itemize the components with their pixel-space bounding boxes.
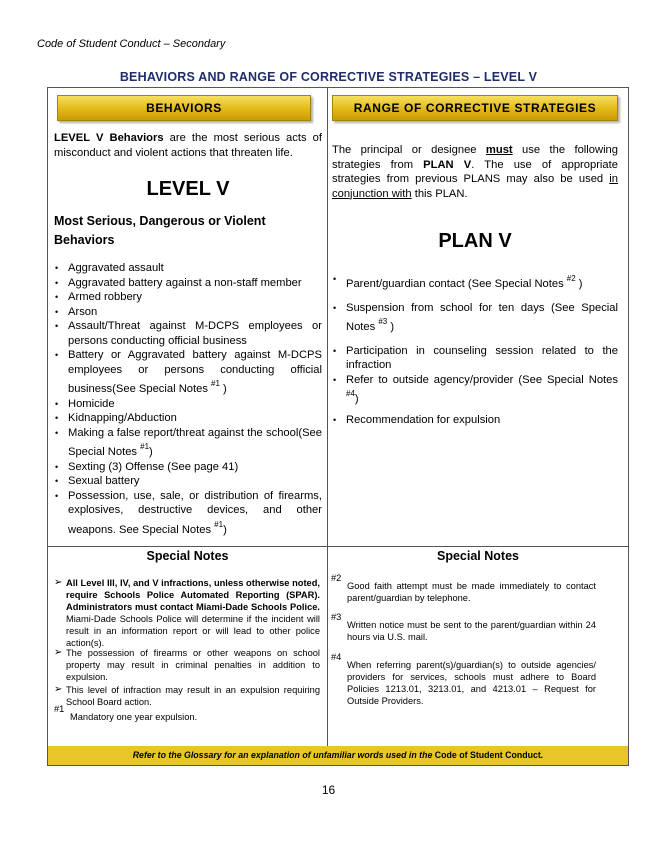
special-note <box>331 572 596 604</box>
special-note <box>54 647 320 683</box>
level-intro-bold: LEVEL V Behaviors <box>54 132 164 144</box>
list-item-text: Participation in counseling session related to the infraction <box>346 344 618 371</box>
list-item-text: Aggravated battery against a non-staff member <box>68 276 302 289</box>
row-divider <box>47 546 629 547</box>
level-intro <box>54 131 322 160</box>
special-note <box>331 611 596 643</box>
list-item-text: Sexting (3) Offense (See page 41) <box>68 460 239 473</box>
footnote-ref: #2 <box>566 274 576 283</box>
list-item-closing: ) <box>149 446 153 458</box>
plan-intro-in-conjunction: in conjunction with <box>332 173 618 200</box>
arrow-bullet-icon: ➢ <box>54 577 63 588</box>
list-item <box>332 301 618 335</box>
list-item <box>54 397 322 412</box>
note-text: Good faith attempt must be made immediately to contact parent/guardian by telephone. <box>347 581 596 603</box>
list-item-text: Battery or Aggravated battery against M-DCPS employees or persons conducting official business(See Special Notes <box>68 349 322 395</box>
strategies-header: RANGE OF CORRECTIVE STRATEGIES <box>332 95 618 121</box>
list-item <box>54 261 322 276</box>
plan-intro <box>332 143 618 201</box>
plan-intro-part1: The principal or designee <box>332 144 486 156</box>
note-marker: #1 <box>54 704 65 714</box>
running-header: Code of Student Conduct – Secondary <box>37 38 226 50</box>
list-item <box>54 426 322 460</box>
note-text: Mandatory one year expulsion. <box>70 712 198 722</box>
list-item-text: Making a false report/threat against the school(See Special Notes <box>68 426 322 458</box>
list-item <box>54 489 322 538</box>
plan-intro-part3: . The use of appropriate strategies from previous PLANS may also be used <box>332 158 618 185</box>
note-marker: #3 <box>331 612 342 622</box>
plan-intro-part2: use the following strategies from <box>332 144 618 171</box>
special-note <box>54 577 320 649</box>
list-item <box>332 413 618 428</box>
note-text: This level of infraction may result in an expulsion requiring School Board action. <box>66 685 320 707</box>
plan-intro-must: must <box>485 144 513 156</box>
list-item <box>54 460 322 475</box>
list-item-closing: ) <box>387 321 395 333</box>
footnote-ref: #1 <box>211 379 220 388</box>
behaviors-header: BEHAVIORS <box>57 95 311 121</box>
list-item-text: Armed robbery <box>68 291 142 303</box>
list-item-text: Parent/guardian contact (See Special Notes <box>346 278 567 290</box>
list-item-text: Recommendation for expulsion <box>346 413 501 426</box>
list-item-closing: ) <box>219 383 227 395</box>
footer-text: Refer to the Glossary for an explanation of unfamiliar words used in the <box>132 750 435 760</box>
list-item <box>54 290 322 305</box>
footnote-ref: #1 <box>214 519 224 529</box>
footnote-ref: #3 <box>378 317 388 326</box>
list-item-text: Possession, use, sale, or distribution of firearms, explosives, destructive devices, and other weapons. See Special Notes <box>68 489 322 536</box>
page-title: BEHAVIORS AND RANGE OF CORRECTIVE STRATEGIES – LEVEL V <box>119 70 538 84</box>
list-item-text: Kidnapping/Abduction <box>68 412 177 424</box>
list-item-text: Aggravated assault <box>68 262 164 274</box>
note-text: Written notice must be sent to the parent/guardian within 24 hours via U.S. mail. <box>347 620 596 642</box>
list-item-text: Suspension from school for ten days (See Special Notes <box>346 301 618 333</box>
note-text: When referring parent(s)/guardian(s) to outside agencies/ providers for services, schools must adhere to Board Policies 1213.01, 3213.01, and 4213.01 – Request for Outside Providers. <box>347 660 596 706</box>
list-item-text: Arson <box>68 305 98 318</box>
special-notes-title-right: Special Notes <box>437 549 519 563</box>
footnote-ref: #4 <box>346 389 355 398</box>
glossary-footer <box>48 746 628 765</box>
list-item-text: Sexual battery <box>68 475 140 487</box>
list-item <box>54 411 322 426</box>
note-marker: #4 <box>331 652 342 662</box>
list-item <box>332 272 618 292</box>
list-item <box>332 373 618 407</box>
strategies-list <box>332 272 618 427</box>
plan-intro-part4: this PLAN. <box>411 187 468 200</box>
level-title: LEVEL V <box>146 178 230 200</box>
list-item-text: Assault/Threat against M-DCPS employees or persons conducting official business <box>68 320 322 347</box>
column-divider <box>327 87 328 746</box>
footnote-ref: #1 <box>140 442 150 451</box>
list-item <box>54 276 322 291</box>
footer-doc-name: Code of Student Conduct <box>434 750 541 760</box>
footer-end: . <box>540 750 544 760</box>
special-note <box>54 703 320 723</box>
list-item-text: Refer to outside agency/provider (See Special Notes <box>346 373 618 386</box>
behaviors-list <box>54 261 322 537</box>
page-number: 16 <box>321 783 336 797</box>
list-item-closing: ) <box>223 523 227 536</box>
level-intro-rest: are the most serious acts of misconduct and violent actions that threaten life. <box>54 132 322 159</box>
list-item <box>54 319 322 348</box>
list-item-closing: ) <box>354 393 359 405</box>
plan-intro-plan: PLAN V <box>423 158 472 171</box>
arrow-bullet-icon: ➢ <box>54 684 63 695</box>
special-note <box>331 651 596 707</box>
level-subtitle: Most Serious, Dangerous or Violent Behaviors <box>54 214 266 247</box>
arrow-bullet-icon: ➢ <box>54 647 63 658</box>
list-item <box>54 474 322 489</box>
note-marker: #2 <box>331 573 342 583</box>
list-item <box>54 305 322 320</box>
plan-title: PLAN V <box>438 230 512 252</box>
list-item-text: Homicide <box>68 397 115 410</box>
note-text: The possession of firearms or other weapons on school property may result in criminal penalties in addition to expulsion. <box>66 648 320 682</box>
list-item-closing: ) <box>575 278 583 290</box>
list-item <box>54 348 322 397</box>
special-notes-title-left: Special Notes <box>146 549 229 563</box>
list-item <box>332 344 618 373</box>
note-text: Miami-Dade Schools Police will determine if the incident will result in an information report or will lead to other police action(s). <box>66 614 320 648</box>
note-bold-text: All Level III, IV, and V infractions, unless otherwise noted, require Schools Police Automated Reporting (SPAR). Administrators must contact Miami-Dade Schools Police. <box>66 578 320 612</box>
